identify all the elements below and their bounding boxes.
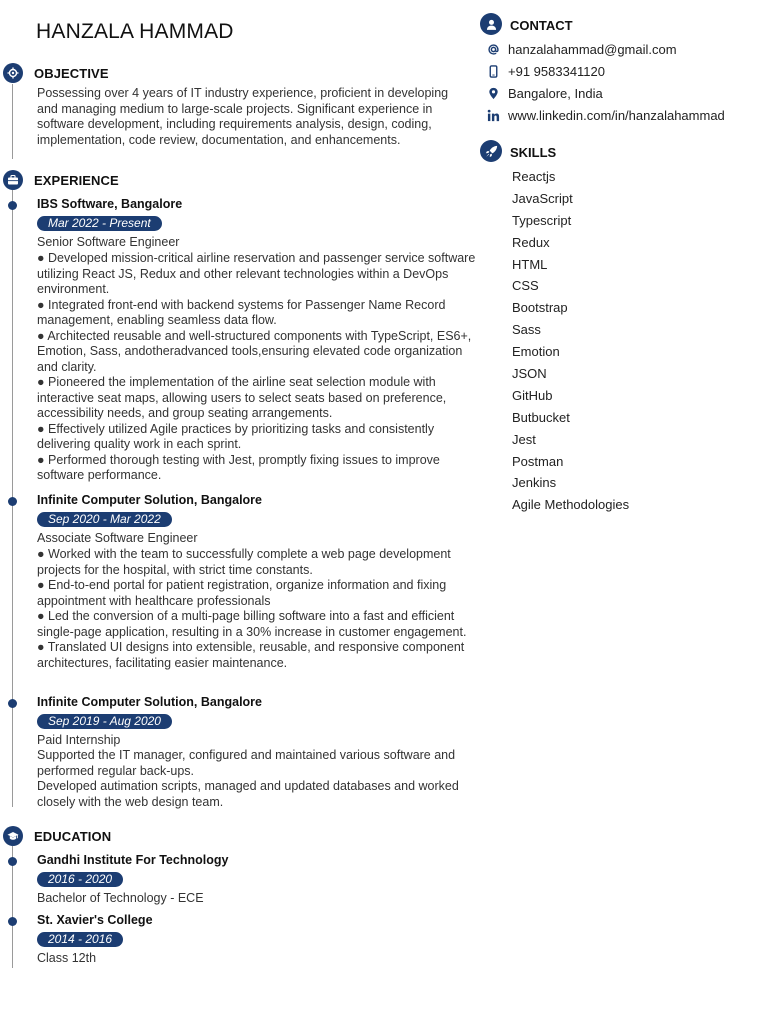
contact-location-text: Bangalore, India [508,85,603,101]
timeline-dot [8,857,17,866]
graduation-cap-icon [3,826,23,846]
job-bullet: ● Architected reusable and well-structured components with TypeScript, ES6+, Emotion, Sass, andotheradvanced tools,ensuring elevated code organization and clarity. [37,328,472,374]
school-name: St. Xavier's College [37,913,153,927]
education-degree: Bachelor of Technology - ECE [37,891,204,905]
linkedin-icon [486,108,500,122]
skill-item: CSS [512,278,539,294]
skill-item: Jest [512,431,536,447]
job-description [37,251,477,484]
job-description [37,547,477,671]
contact-linkedin-text: www.linkedin.com/in/hanzalahammad [508,107,725,123]
candidate-name: HANZALA HAMMAD [36,20,234,43]
skill-item: Bootstrap [512,300,568,316]
contact-phone-text: +91 9583341120 [508,63,605,79]
job-title: Paid Internship [37,733,121,747]
education-degree: Class 12th [37,951,97,965]
skill-item: JSON [512,366,547,382]
job-title: Associate Software Engineer [37,531,198,545]
job-dates-badge: Mar 2022 - Present [37,216,162,231]
phone-icon [486,64,500,78]
job-bullet: ● Developed mission-critical airline reservation and passenger service software utilizing React JS, Redux and other relevant technologies within a DevOps environment. [37,251,476,296]
job-bullet: ● Led the conversion of a multi-page billing software into a fast and efficient single-page application, resulting in a 30% increase in customer engagement. [37,609,467,639]
contact-email-text: hanzalahammad@gmail.com [508,41,677,57]
timeline-dot [8,699,17,708]
job-line: Developed autimation scripts, managed and updated databases and worked closely with the web design team. [37,779,459,809]
job-dates-badge: Sep 2019 - Aug 2020 [37,714,172,729]
skill-item: Agile Methodologies [512,497,630,513]
job-bullet: ● Pioneered the implementation of the airline seat selection module with interactive seat maps, allowing users to select seats based on preference, accessibility needs, and group seating arrangements. [37,375,447,420]
timeline-dot [8,497,17,506]
location-pin-icon [486,86,500,100]
objective-heading: OBJECTIVE [34,66,109,81]
skills-heading: SKILLS [510,145,557,160]
skill-item: Postman [512,453,564,469]
skill-item: HTML [512,256,548,272]
education-heading: EDUCATION [34,829,112,844]
briefcase-icon [3,170,23,190]
job-title: Senior Software Engineer [37,235,180,249]
skill-item: Reactjs [512,169,556,184]
job-dates-badge: Sep 2020 - Mar 2022 [37,512,172,527]
school-name: Gandhi Institute For Technology [37,853,229,867]
skill-item: Emotion [512,344,560,360]
contact-phone[interactable] [486,61,605,81]
contact-location [486,83,603,103]
skill-item: Redux [512,234,550,250]
skill-item: JavaScript [512,190,573,206]
job-company: Infinite Computer Solution, Bangalore [37,493,262,507]
contact-heading: CONTACT [510,18,573,33]
objective-text: Possessing over 4 years of IT industry experience, proficient in developing and managing medium to large-scale projects. Significant experience in software development, including requirements analysis, design, coding, implementation, code review, documentation, and enhancements. [37,86,449,147]
skill-item: Typescript [512,212,572,228]
job-description [37,748,477,810]
job-bullet: ● End-to-end portal for patient registration, organize information and fixing appointment with healthcare professionals [37,578,447,608]
user-icon [480,13,502,35]
timeline-dot [8,917,17,926]
skill-item: Jenkins [512,475,557,491]
job-bullet: ● Performed thorough testing with Jest, promptly fixing issues to improve software performance. [37,452,440,482]
job-bullet: ● Translated UI designs into extensible, reusable, and responsive component architectures, facilitating easier maintenance. [37,640,465,670]
rocket-icon [480,140,502,162]
skill-item: Sass [512,322,541,338]
timeline-line-objective [12,84,13,159]
crosshair-icon [3,63,23,83]
job-bullet: ● Worked with the team to successfully complete a web page development projects for the hospital, with strict time constants. [37,547,451,577]
education-dates-badge: 2014 - 2016 [37,932,123,947]
timeline-dot [8,201,17,210]
job-bullet: ● Effectively utilized Agile practices by prioritizing tasks and consistently delivering quality work in each sprint. [37,421,435,451]
contact-linkedin[interactable] [486,105,725,125]
skill-item: Butbucket [512,409,570,425]
skill-item: GitHub [512,387,553,403]
education-dates-badge: 2016 - 2020 [37,872,123,887]
job-company: IBS Software, Bangalore [37,197,183,211]
experience-heading: EXPERIENCE [34,173,119,188]
skills-list [512,166,629,516]
job-company: Infinite Computer Solution, Bangalore [37,695,262,709]
job-line: Supported the IT manager, configured and maintained various software and performed regular back-ups. [37,748,456,778]
at-sign-icon [486,42,500,56]
contact-email[interactable] [486,39,677,59]
job-bullet: ● Integrated front-end with backend systems for Passenger Name Record management, enabling seamless data flow. [37,297,446,327]
